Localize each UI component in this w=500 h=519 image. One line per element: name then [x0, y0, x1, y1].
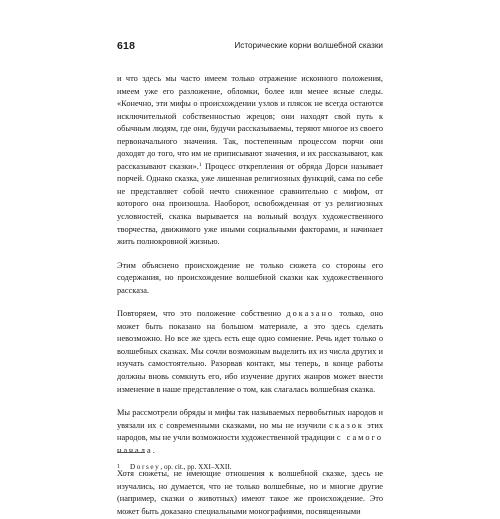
paragraph-text: Процесс открепления от обряда Дорси называет порчей. Однако сказка, уже лишенная религиозных функций, сама по себе не представляет собой нечто сниженное сравнительно с мифом, от которого она произошла. Наоборот, освобожденная от уз религиозных условностей, сказка вырывается на вольный воздух художественного творчества, движимого уже иными социальными факторами, и начинает жить полнокровной жизнью.: [117, 161, 383, 247]
paragraph-text: .: [152, 445, 155, 455]
paragraph-text: Повторяем, что это положение собственно: [117, 309, 287, 319]
page-header: [117, 40, 383, 54]
spaced-emphasis: доказано: [286, 309, 335, 319]
page-number: 618: [117, 40, 136, 52]
paragraph-text: только, оно может быть показано на большом материале, а это здесь сделать невозможно. Но все же здесь есть еще одно сомнение. Речь идет только о волшебных сказках. Мы сочли возможным выделить их из числа других и изучать самостоятельно. Разорвав контакт, мы теперь, в конце работы должны вновь сомкнуть его, ибо изучение других жанров может внести изменение в наше представление о том, как слагалась волшебная сказка.: [117, 309, 384, 394]
paragraph-text: Хотя сюжеты, не имеющие отношения к волшебной сказке, здесь не изучались, но думается, что не только волшебные, но и многие другие (например, сказки о животных) имеют такое же происхождение. Это может быть доказано специальными монографиями, посвященными: [117, 469, 383, 516]
footnote-citation: , op. cit., pp. XXI–XXII.: [160, 463, 232, 471]
footnote-divider: [117, 452, 145, 453]
running-title: Исторические корни волшебной сказки: [234, 41, 383, 50]
spaced-emphasis: сказок: [329, 420, 364, 430]
paragraph-text: этих народов, мы не учли возможности художественной традиции: [117, 420, 383, 443]
spaced-emphasis: с самого начала: [117, 433, 383, 455]
paragraph-text: и что здесь мы часто имеем только отражение исконного положения, имеем уже его разложение, обломки, более или менее ясные следы. «Конечно, эти мифы о происхождении узлов и плясок не всегда остаются исключительной собственностью жрецов; они находят свой путь к обычным людям, где они, будучи рассказываемы, теряют многое из своего первоначального значения. Так, постепенным процессом порчи они доходят до того, что им не приписывают значения, и их рассказывают, как рассказывают сказки».: [117, 74, 383, 171]
paragraph: [117, 73, 383, 249]
paragraph: [117, 468, 383, 518]
paragraph: [117, 308, 383, 396]
paragraph-text: Мы рассмотрели обряды и мифы так называемых первобытных народов и увязали их с современными сказками, но мы не изучили: [117, 408, 383, 430]
paragraph: [117, 407, 383, 457]
footnote-text: [130, 462, 231, 472]
main-text: [117, 73, 383, 519]
footnote-author: Dorsey: [130, 463, 161, 471]
paragraph-text: Этим объяснено происхождение не только сюжета со стороны его содержания, но происхождение волшебной сказки как художественного рассказа.: [117, 260, 383, 295]
footnote-reference: 1: [198, 161, 202, 168]
paragraph: [117, 260, 383, 298]
footnote-mark: 1: [117, 464, 120, 470]
